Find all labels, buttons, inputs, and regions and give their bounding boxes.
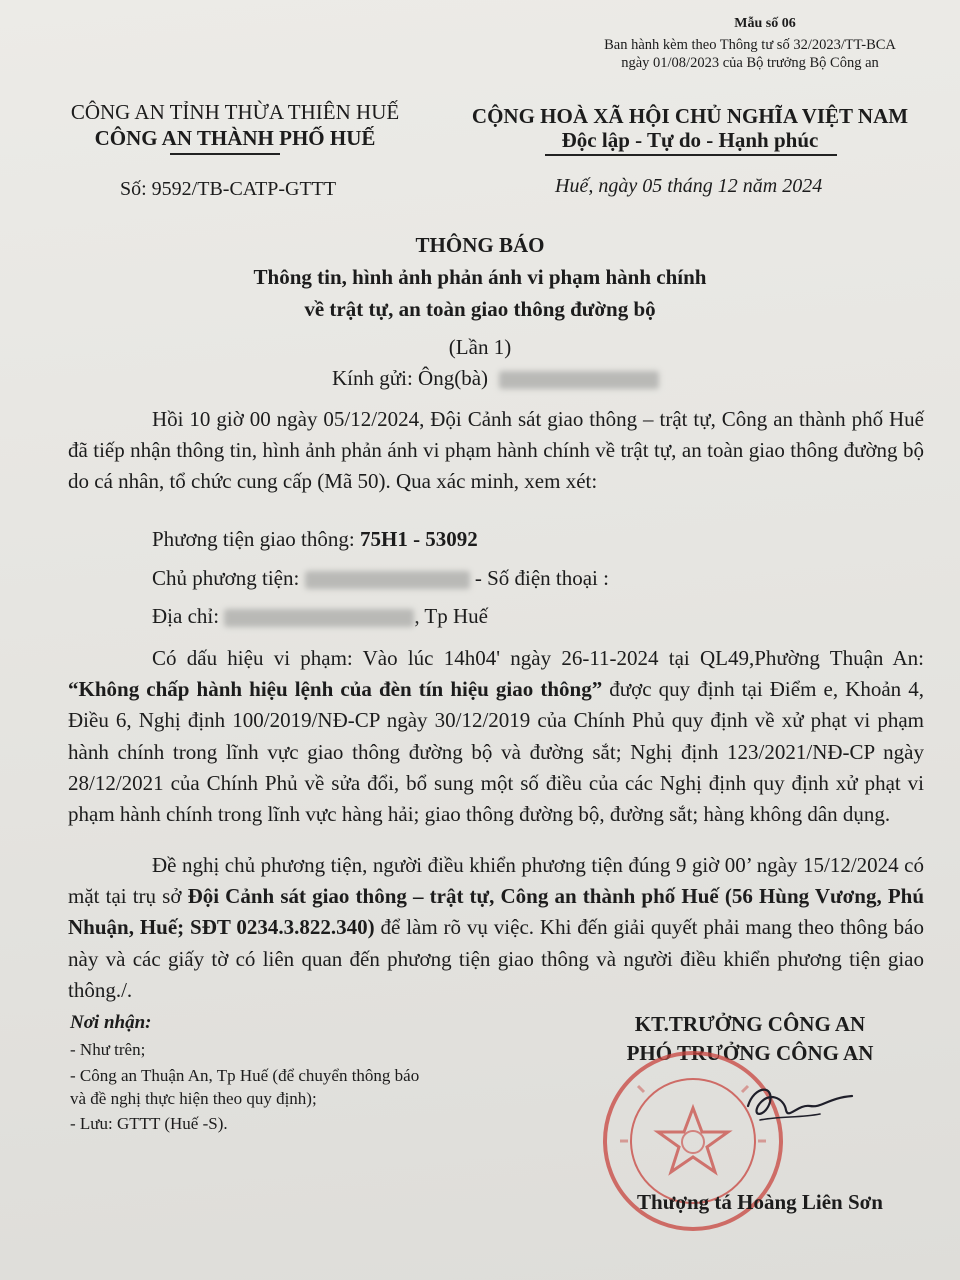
recipient-item-2a: - Công an Thuận An, Tp Huế (để chuyển thông báo bbox=[70, 1066, 420, 1085]
recipients-heading: Nơi nhận: bbox=[70, 1012, 152, 1033]
owner-label: Chủ phương tiện: bbox=[152, 566, 305, 590]
notice-subtitle-line2: về trật tự, an toàn giao thông đường bộ bbox=[304, 297, 656, 321]
owner-line bbox=[152, 566, 609, 591]
recipient-name-redacted bbox=[499, 371, 659, 389]
place-date: Huế, ngày 05 tháng 12 năm 2024 bbox=[555, 175, 823, 197]
nation-motto: Độc lập - Tự do - Hạnh phúc bbox=[561, 128, 819, 152]
notice-subtitle-line1: Thông tin, hình ảnh phản ánh vi phạm hành chính bbox=[253, 265, 707, 289]
signer-name: Thượng tá Hoàng Liên Sơn bbox=[637, 1190, 883, 1214]
nation-name: CỘNG HOÀ XÃ HỘI CHỦ NGHĨA VIỆT NAM bbox=[471, 104, 909, 128]
recipient-item-1: - Như trên; bbox=[70, 1040, 146, 1059]
phone-label: - Số điện thoại : bbox=[469, 566, 609, 590]
violation-text-pre: Có dấu hiệu vi phạm: Vào lúc 14h04' ngày 26-11-2024 tại QL49,Phường Thuận An: bbox=[152, 646, 924, 670]
vehicle-label: Phương tiện giao thông: bbox=[152, 527, 360, 551]
signature-title-1: KT.TRƯỞNG CÔNG AN bbox=[634, 1012, 866, 1036]
notice-round: (Lần 1) bbox=[448, 335, 512, 359]
recipient-label: Kính gửi: Ông(bà) bbox=[332, 366, 489, 390]
form-issued-line2: ngày 01/08/2023 của Bộ trưởng Bộ Công an bbox=[621, 55, 879, 71]
agency-name: CÔNG AN THÀNH PHỐ HUẾ bbox=[94, 126, 376, 150]
form-issued-line1: Ban hành kèm theo Thông tư số 32/2023/TT-BCA bbox=[604, 37, 896, 53]
form-number: Mẫu số 06 bbox=[734, 16, 796, 31]
document-number: Số: 9592/TB-CATP-GTTT bbox=[120, 178, 337, 200]
intro-paragraph: Hồi 10 giờ 00 ngày 05/12/2024, Đội Cảnh sát giao thông – trật tự, Công an thành phố Huế đã tiếp nhận thông tin, hình ảnh phản ánh vi phạm hành chính về trật tự, an toàn giao thông đường bộ do cá nhân, tổ chức cung cấp (Mã 50). Qua xác minh, xem xét: bbox=[68, 407, 924, 494]
recipient-line bbox=[332, 366, 659, 391]
agency-underline bbox=[170, 153, 280, 155]
request-text-post: để làm rõ vụ việc. Khi đến giải quyết phải mang theo thông báo này và các giấy tờ có liên quan đến phương tiện giao thông và người điều khiển phương tiện giao thông./. bbox=[68, 915, 924, 1002]
agency-parent: CÔNG AN TỈNH THỪA THIÊN HUẾ bbox=[70, 100, 400, 124]
owner-name-redacted bbox=[305, 571, 470, 589]
signature-title-2: PHÓ TRƯỞNG CÔNG AN bbox=[626, 1041, 874, 1065]
notice-title: THÔNG BÁO bbox=[415, 233, 545, 257]
address-line bbox=[152, 604, 488, 629]
handwritten-signature bbox=[740, 1076, 860, 1136]
motto-underline bbox=[545, 154, 837, 156]
address-redacted bbox=[224, 609, 414, 627]
request-text-pre: Đề nghị chủ phương tiện, người điều khiển phương tiện đúng 9 giờ 00’ ngày 15/12/2024 có mặt tại trụ sở bbox=[68, 853, 924, 909]
vehicle-line bbox=[152, 527, 478, 552]
address-label: Địa chỉ: bbox=[152, 604, 225, 628]
violation-paragraph bbox=[68, 643, 924, 830]
address-tail: , Tp Huế bbox=[414, 604, 488, 628]
recipient-item-3: - Lưu: GTTT (Huế -S). bbox=[70, 1114, 228, 1133]
violation-text-bold: “Không chấp hành hiệu lệnh của đèn tín hiệu giao thông” bbox=[68, 677, 603, 702]
request-text-bold: Đội Cảnh sát giao thông – trật tự, Công an thành phố Huế (56 Hùng Vương, Phú Nhuận, Huế; SĐT 0234.3.822.340) bbox=[68, 884, 925, 940]
vehicle-plate: 75H1 - 53092 bbox=[359, 527, 478, 551]
violation-text-post: được quy định tại Điểm e, Khoản 4, Điều 6, Nghị định 100/2019/NĐ-CP ngày 30/12/2019 của Chính Phủ quy định về xử phạt vi phạm hành chính trong lĩnh vực giao thông đường bộ và đường sắt; Nghị định 123/2021/NĐ-CP ngày 28/12/2021 của Chính Phủ về sửa đổi, bổ sung một số điều của các Nghị định quy định xử phạt vi phạm hành chính trong lĩnh vực hàng hải; giao thông đường bộ, đường sắt; hàng không dân dụng. bbox=[68, 677, 924, 827]
recipient-item-2b: và đề nghị thực hiện theo quy định); bbox=[70, 1089, 317, 1108]
request-paragraph bbox=[68, 850, 924, 1006]
